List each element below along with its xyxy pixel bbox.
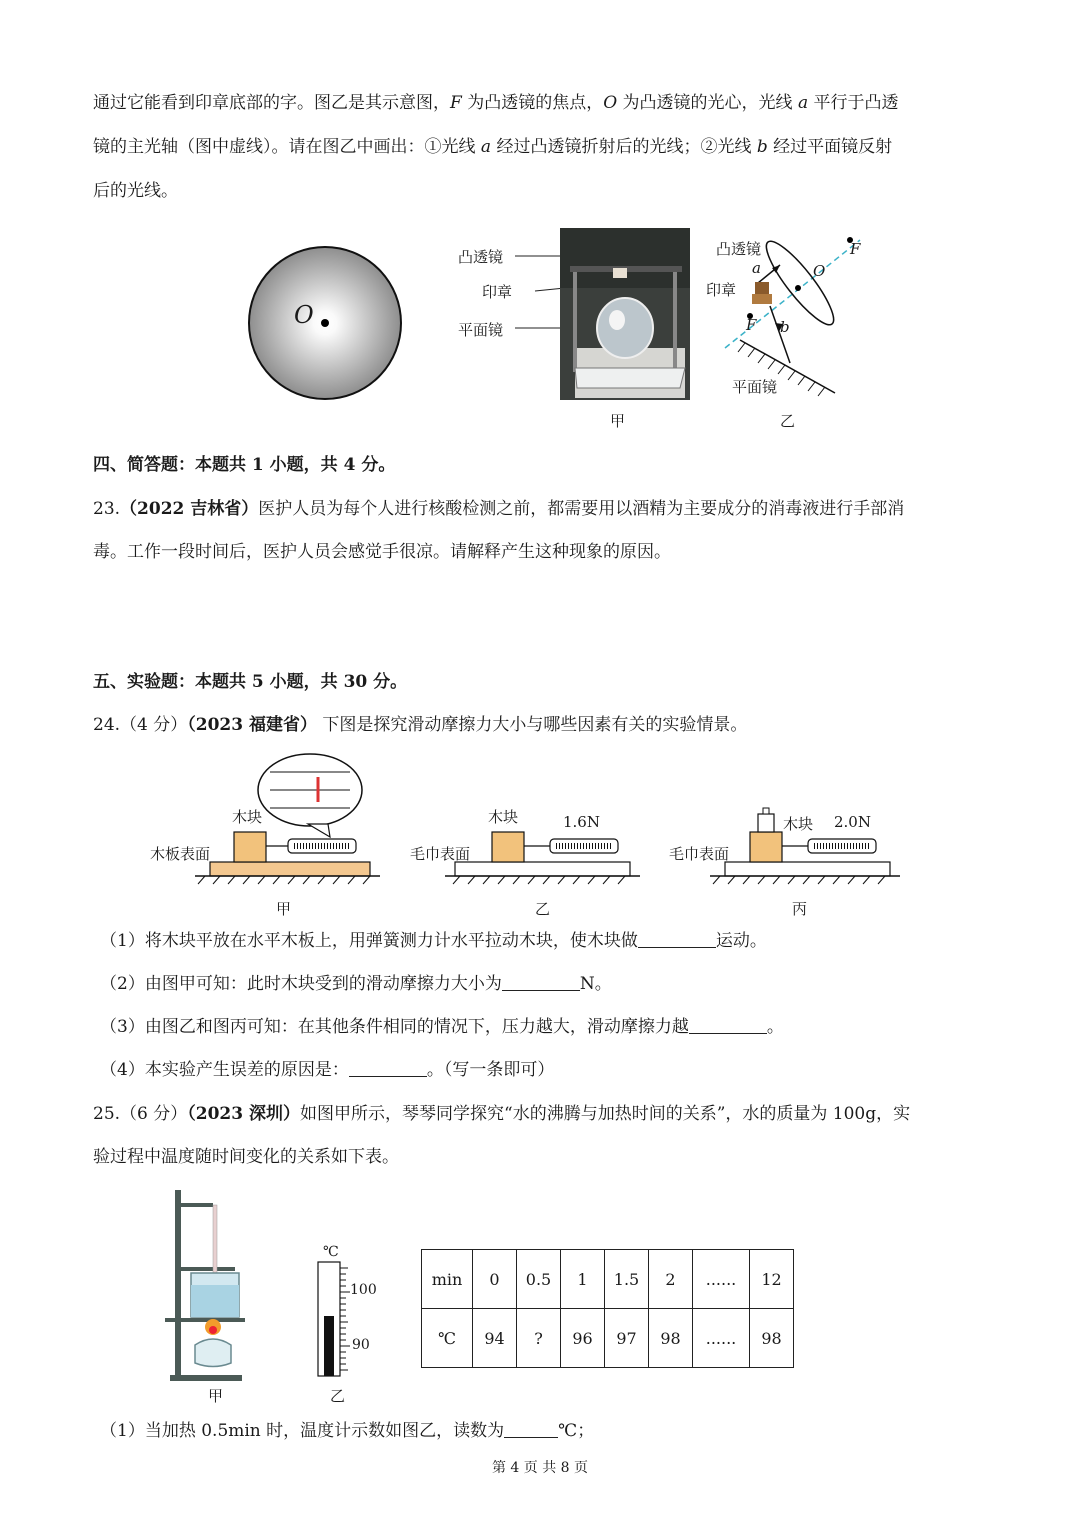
text: 医护人员为每个人进行核酸检测之前，都需要用以酒精为主要成分的消毒液进行手部消	[258, 499, 905, 519]
question-number: 23.	[93, 499, 121, 519]
answer-blank[interactable]	[349, 1058, 427, 1077]
question-number: 25.（6 分）	[93, 1104, 188, 1124]
fig3-caption: 丙	[792, 900, 808, 918]
text: O	[603, 93, 618, 113]
fig1-caption: 甲	[276, 900, 292, 918]
diagram-label-stamp: 印章	[706, 281, 737, 299]
q23-line-2: 毒。工作一段时间后，医护人员会感觉手很凉。请解释产生这种现象的原因。	[93, 542, 671, 562]
text: 。	[766, 1017, 784, 1037]
diagram-label-f1: F	[850, 240, 861, 258]
answer-blank[interactable]	[638, 929, 716, 948]
fig3-reading: 2.0N	[834, 813, 871, 831]
lens-circle-figure	[245, 243, 405, 403]
diagram-label-lens: 凸透镜	[716, 240, 762, 258]
diagram-label-f2: F	[746, 316, 757, 334]
temperature-table	[421, 1249, 794, 1368]
q25-sub-1	[100, 1418, 594, 1444]
fig1-block-label: 木块	[232, 808, 263, 826]
q25-line-2: 验过程中温度随时间变化的关系如下表。	[93, 1147, 399, 1167]
diagram-label-mirror: 平面镜	[732, 378, 778, 396]
question-number: 24.（4 分）	[93, 715, 188, 735]
friction-fig-2	[445, 832, 640, 884]
q24-sub-4	[100, 1057, 554, 1083]
apparatus-caption: 甲	[208, 1387, 224, 1405]
text: 。（写一条即可）	[426, 1060, 555, 1080]
table-cell: ?	[517, 1309, 561, 1368]
photo-label-mirror: 平面镜	[458, 321, 504, 339]
text: 经过平面镜反射	[767, 137, 893, 157]
question-source: （2023 福建省）	[187, 715, 317, 735]
text: F	[450, 93, 462, 113]
q24-sub-2	[100, 971, 612, 997]
page-footer: 第 4 页 共 8 页	[491, 1460, 589, 1476]
text: 为凸透镜的光心，光线	[617, 93, 798, 113]
fig2-surface-label: 毛巾表面	[410, 845, 471, 863]
diagram-caption: 乙	[780, 412, 796, 430]
table-cell: 0.5	[517, 1250, 561, 1309]
answer-blank[interactable]	[502, 972, 580, 991]
fig2-caption: 乙	[535, 900, 551, 918]
fig3-surface-label: 毛巾表面	[669, 845, 730, 863]
photo-figure	[515, 228, 693, 403]
text: 经过凸透镜折射后的光线；②光线	[491, 137, 757, 157]
text: （4）本实验产生误差的原因是：	[100, 1060, 349, 1080]
text: ℃；	[558, 1421, 595, 1441]
section-4-heading: 四、简答题：本题共 1 小题，共 4 分。	[93, 455, 396, 475]
thermometer	[312, 1260, 352, 1378]
question-source: （2022 吉林省）	[120, 499, 259, 519]
text: a	[480, 137, 492, 157]
text: （1）当加热 0.5min 时，温度计示数如图乙，读数为	[100, 1421, 505, 1441]
thermometer-unit: ℃	[323, 1244, 339, 1260]
text: 镜的主光轴（图中虚线）。请在图乙中画出：①光线	[93, 137, 481, 157]
text: 为凸透镜的焦点，	[461, 93, 604, 113]
intro-line-2	[93, 134, 892, 160]
thermometer-caption: 乙	[330, 1387, 346, 1405]
table-row	[422, 1250, 794, 1309]
diagram-label-a: a	[752, 259, 761, 277]
text: 通过它能看到印章底部的字。图乙是其示意图，	[93, 93, 450, 113]
table-cell: 94	[473, 1309, 517, 1368]
q24-sub-3	[100, 1014, 784, 1040]
table-cell: 97	[605, 1309, 649, 1368]
fig2-reading: 1.6N	[563, 813, 600, 831]
answer-blank[interactable]	[689, 1015, 767, 1034]
text: a	[797, 93, 809, 113]
table-cell: min	[422, 1250, 473, 1309]
photo-label-stamp: 印章	[482, 283, 513, 301]
text: b	[756, 137, 768, 157]
thermometer-100: 100	[350, 1282, 377, 1298]
table-cell: 96	[561, 1309, 605, 1368]
diagram-label-o: O	[813, 262, 826, 280]
table-cell: 98	[649, 1309, 693, 1368]
text: 如图甲所示，琴琴同学探究“水的沸腾与加热时间的关系”，水的质量为 100g，实	[300, 1104, 911, 1124]
text: 平行于凸透	[808, 93, 899, 113]
diagram-label-b: b	[780, 318, 790, 336]
fig2-block-label: 木块	[488, 808, 519, 826]
photo-label-lens: 凸透镜	[458, 248, 504, 266]
table-cell: 98	[750, 1309, 794, 1368]
table-cell: 12	[750, 1250, 794, 1309]
table-cell: 1.5	[605, 1250, 649, 1309]
thermometer-90: 90	[352, 1337, 370, 1353]
text: 下图是探究滑动摩擦力大小与哪些因素有关的实验情景。	[317, 715, 748, 735]
photo-caption: 甲	[610, 412, 626, 430]
table-row	[422, 1309, 794, 1368]
intro-line-3: 后的光线。	[93, 181, 178, 201]
boiling-apparatus	[155, 1185, 255, 1385]
table-cell: 2	[649, 1250, 693, 1309]
table-cell: 1	[561, 1250, 605, 1309]
table-cell: ℃	[422, 1309, 473, 1368]
fig1-surface-label: 木板表面	[150, 845, 211, 863]
circle-label-o: O	[294, 301, 314, 329]
section-5-heading: 五、实验题：本题共 5 小题，共 30 分。	[93, 672, 408, 692]
table-cell: ......	[693, 1250, 750, 1309]
table-cell: 0	[473, 1250, 517, 1309]
text: 运动。	[715, 931, 767, 951]
text: （1）将木块平放在水平木板上，用弹簧测力计水平拉动木块，使木块做	[100, 931, 638, 951]
q24-sub-1	[100, 928, 767, 954]
q23-line-1	[93, 496, 904, 522]
intro-line-1	[93, 90, 899, 116]
q25-line-1	[93, 1101, 910, 1127]
text: N。	[579, 974, 612, 994]
question-source: （2023 深圳）	[187, 1104, 300, 1124]
q24-line-1	[93, 712, 747, 738]
text: （2）由图甲可知：此时木块受到的滑动摩擦力大小为	[100, 974, 502, 994]
answer-blank[interactable]	[504, 1419, 558, 1438]
friction-fig-1	[195, 754, 380, 884]
text: （3）由图乙和图丙可知：在其他条件相同的情况下，压力越大，滑动摩擦力越	[100, 1017, 689, 1037]
fig3-block-label: 木块	[783, 815, 814, 833]
table-cell: ......	[693, 1309, 750, 1368]
